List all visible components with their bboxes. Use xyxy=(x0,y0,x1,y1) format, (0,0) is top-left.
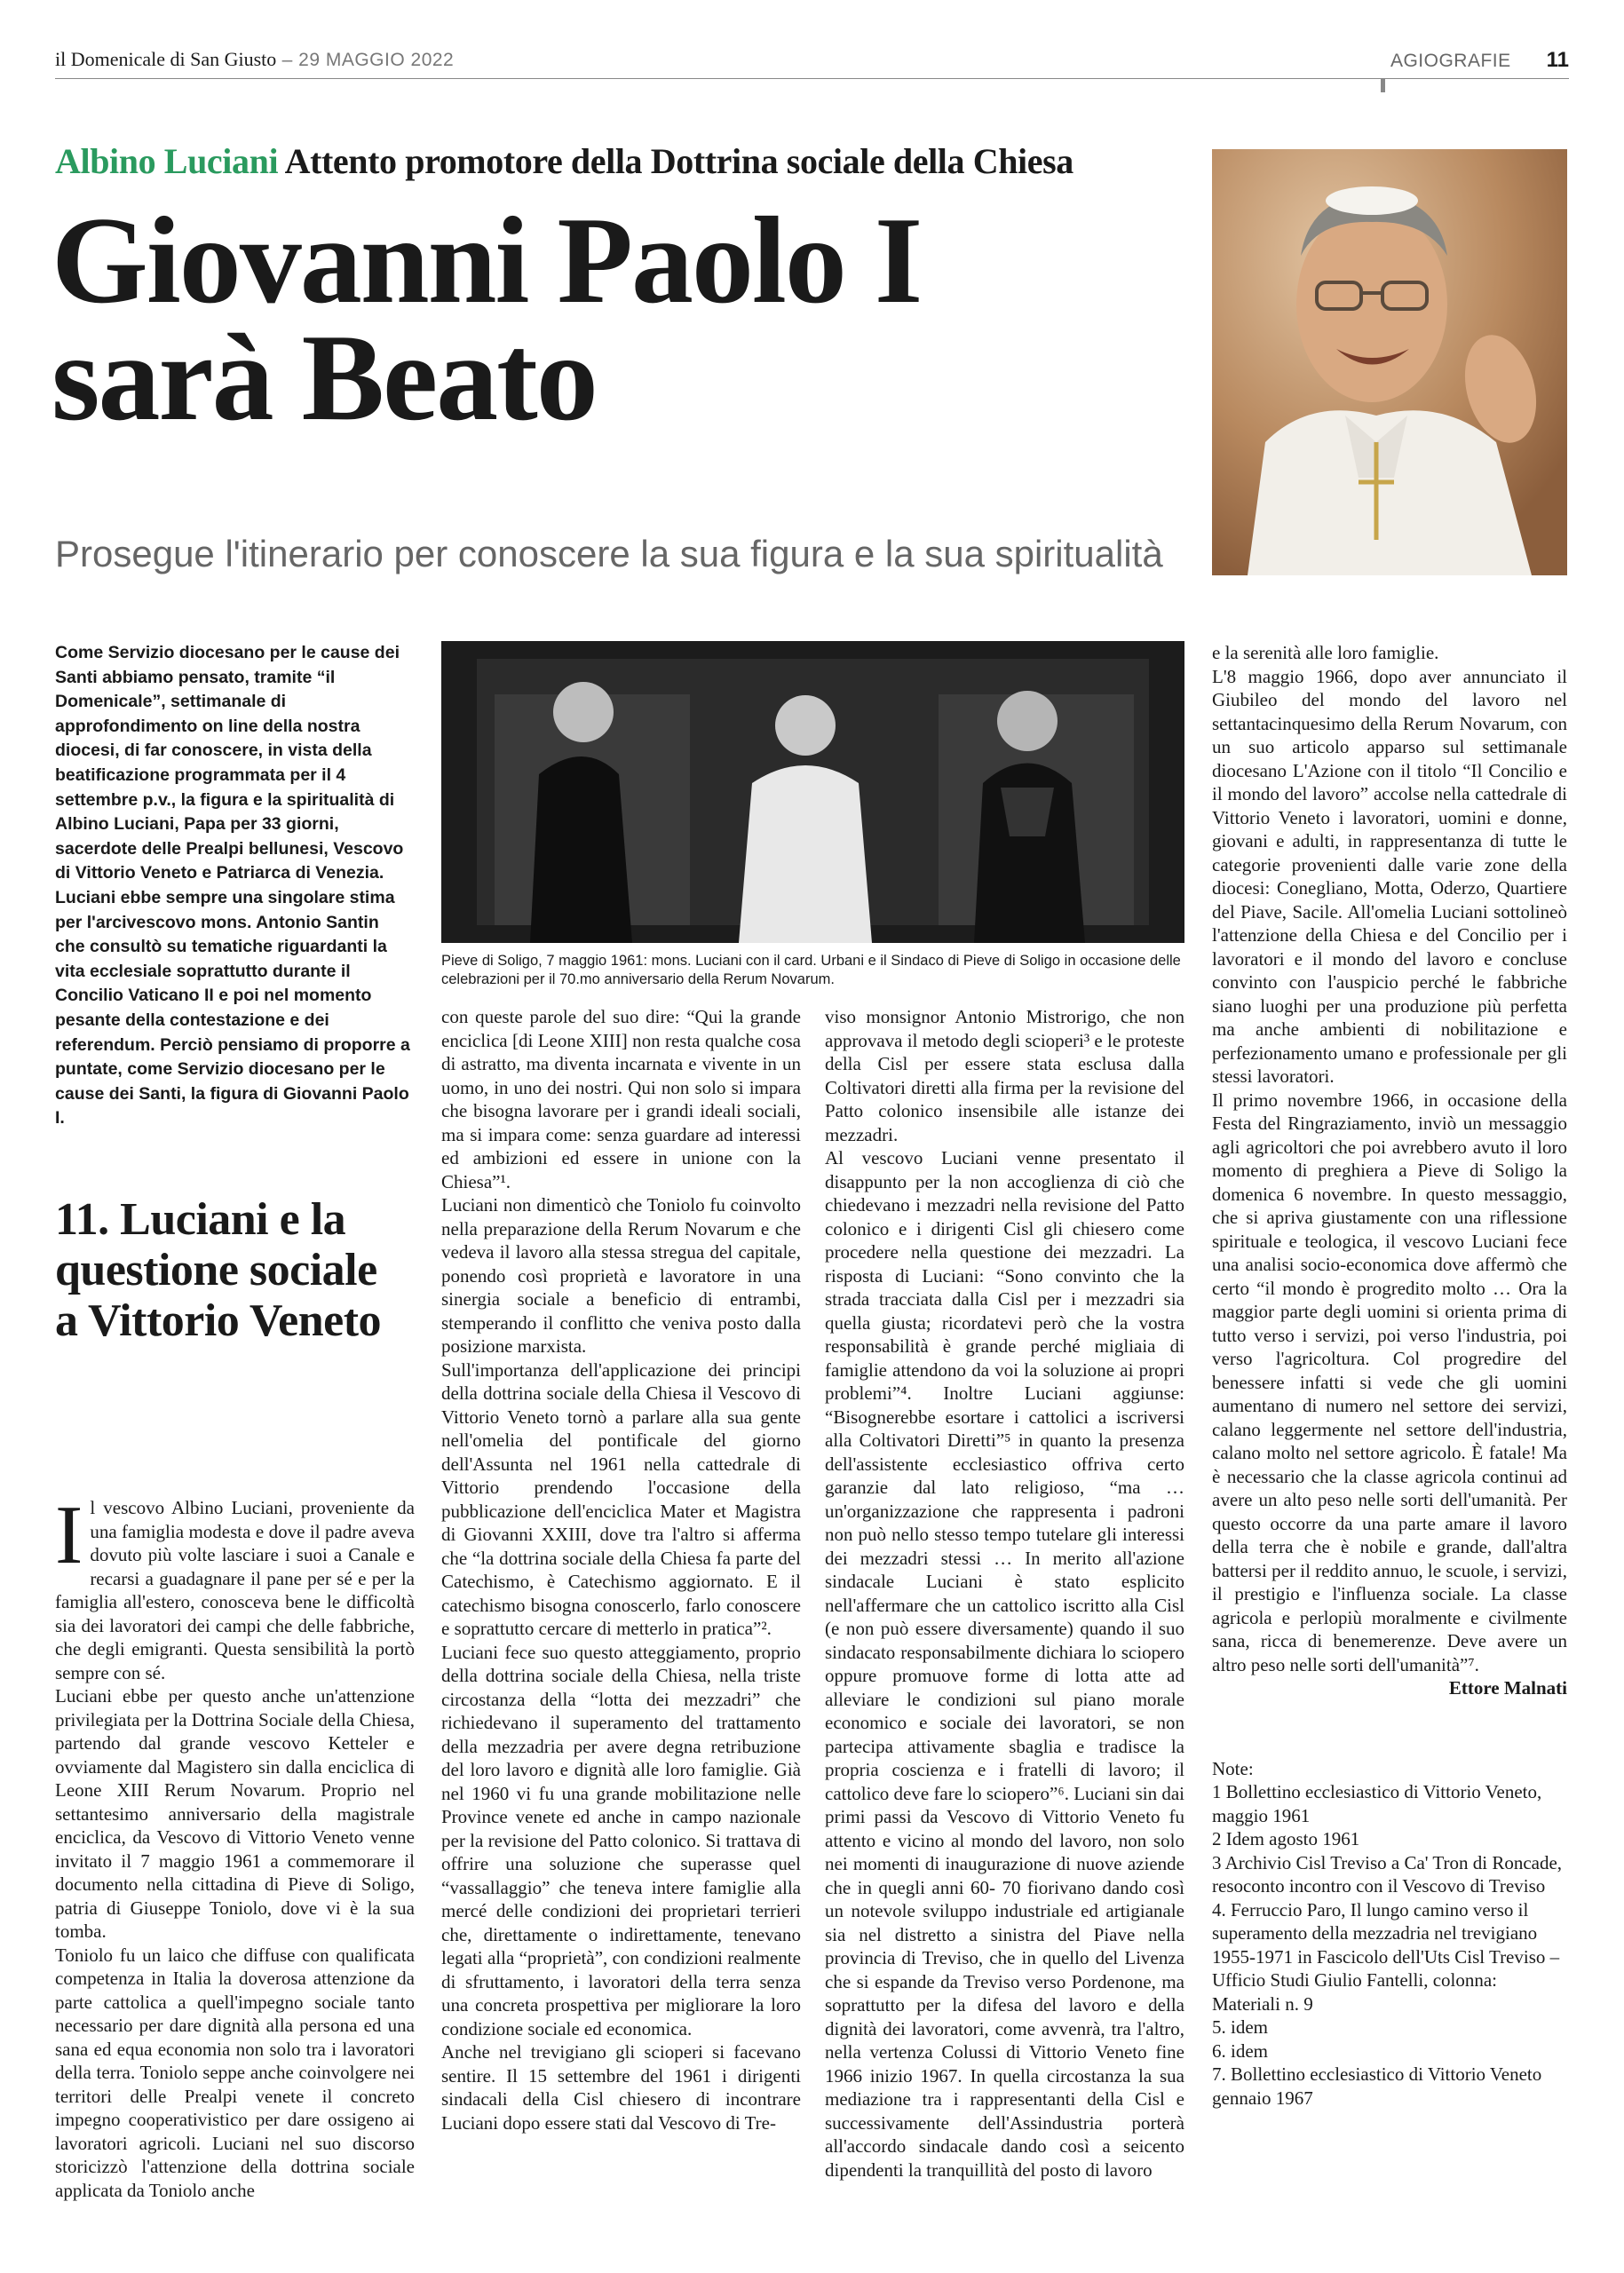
section-label: AGIOGRAFIE xyxy=(1390,51,1511,71)
portrait-photo xyxy=(1212,149,1567,575)
paragraph: Luciani fece suo questo atteggiamento, proprio della dottrina sociale della Chiesa, nella triste circostanza della “lotta dei mezzadri” che richiedevano il superamento del trattamento della mezzadria per avere degna retribuzione del loro lavoro e dignità alle loro famiglie. Già nel 1960 vi fu una grande mobilitazione nelle Province venete ed anche in campo nazionale per la revisione del Patto colonico. Si trattava di offrire una soluzione che superasse quel “vassallaggio” che teneva intere famiglie alla mercé delle condizioni dei proprietari terrieri che, direttamente o indirettamente, tenevano legati alla “proprietà”, con condizioni realmente di sfruttamento, i lavoratori della terra senza una concreta prospettiva per migliorare la loro condizione sociale ed economica. xyxy=(441,1641,801,2039)
footnotes-title: Note: xyxy=(1212,1757,1254,1779)
paragraph xyxy=(55,1489,415,1684)
drop-cap: I xyxy=(55,1489,83,1581)
historic-photo-illustration xyxy=(441,641,1184,943)
header-rule-tick xyxy=(1381,78,1385,92)
header-rule xyxy=(55,78,1569,79)
running-header xyxy=(55,48,1569,71)
portrait-illustration xyxy=(1212,149,1567,575)
paragraph: Luciani non dimenticò che Toniolo fu coinvolto nella preparazione della Rerum Novarum e che vedeva il lavoro alla stessa stregua del capitale, ponendo così proprietà e lavoratore in una sinergia sociale a beneficio di entrambi, stemperando il conflitto che veniva posto dalla posizione marxista. xyxy=(441,1194,801,1357)
footnote: 3 Archivio Cisl Treviso a Ca' Tron di Roncade, resoconto incontro con il Vescovo di Treviso xyxy=(1212,1851,1563,1897)
photo-caption: Pieve di Soligo, 7 maggio 1961: mons. Luciani con il card. Urbani e il Sindaco di Pieve di Soligo in occasione delle celebrazioni per il 70.mo anniversario della Rerum Novarum. xyxy=(441,953,1181,987)
header-left xyxy=(55,48,454,71)
paragraph-text: l vescovo Albino Luciani, proveniente da una famiglia modesta e dove il padre aveva dovuto più volte lasciare i suoi a Canale e recarsi a guadagnare il pane per sé e per la famiglia all'estero, conosceva bene le difficoltà sia dei lavoratori dei campi che delle fabbriche, che degli emigranti. Questa sensibilità la portò sempre con sé. xyxy=(55,1497,415,1683)
paragraph: Sull'importanza dell'applicazione dei principi della dottrina sociale della Chiesa il Vescovo di Vittorio Veneto tornò a parlare alla sua gente nell'omelia del pontificale del giorno dell'Assunta nel 1961 nella cattedrale di Vittorio prendendo l'occasione della pubblicazione dell'enciclica Mater et Magistra di Giovanni XXIII, dove tra l'altro si afferma che “la dottrina sociale della Chiesa fa parte del Catechismo, è Catechismo aggiornato. E il catechismo bisogna conoscerlo, farlo conoscere e soprattutto cercare di metterlo in pratica”². xyxy=(441,1358,801,1639)
footnote: 6. idem xyxy=(1212,2039,1268,2062)
headline xyxy=(51,192,1170,447)
footnote: 4. Ferruccio Paro, Il lungo camino verso il superamento della mezzadria nel trevigiano 1955-1971 in Fascicolo dell'Uts Cisl Treviso – Ufficio Studi Giulio Fantelli, colonna: Materiali n. 9 xyxy=(1212,1898,1560,2015)
paragraph: Toniolo fu un laico che diffuse con qualificata competenza in Italia la doverosa attenzione da parte cattolica a quell'impegno sociale tanto necessario per dare dignità alla persona ed una sana ed equa economia non solo tra i lavoratori della terra. Toniolo seppe anche coinvolgere nei territori delle Prealpi venete il concreto impegno cooperativistico per dare ossigeno ai lavoratori agricoli. Luciani nel suo discorso storicizzò l'attenzione della dottrina sociale applicata da Toniolo anche xyxy=(55,1944,415,2201)
header-right xyxy=(1390,48,1569,73)
kicker xyxy=(55,140,1073,182)
headline-line-2: sarà Beato xyxy=(51,309,597,447)
body-column-3 xyxy=(825,1005,1184,2182)
paragraph: Luciani ebbe per questo anche un'attenzione privilegiata per la Dottrina Sociale della Chiesa, partendo dal grande vescovo Ketteler e ovviamente dal Magistero sin dalla enciclica di Leone XIII Rerum Novarum. Proprio nel settantesimo anniversario della magistrale enciclica, da Vescovo di Vittorio Veneto venne invitato il 7 maggio 1961 a commemorare il documento nella cittadina di Pieve di Soligo, patria di Giuseppe Toniolo, dove vi è la sua tomba. xyxy=(55,1685,415,1942)
body-column-2 xyxy=(441,1005,801,2134)
footnotes xyxy=(1212,1757,1567,2111)
historic-photo xyxy=(441,641,1184,943)
footnote: 5. idem xyxy=(1212,2016,1268,2038)
kicker-name: Albino Luciani xyxy=(55,141,279,181)
intro-text: Come Servizio diocesano per le cause dei Santi abbiamo pensato, tramite “il Domenicale”, settimanale di approfondimento on line della nostra diocesi, di far conoscere, in vista della beatificazione programmata per il 4 settembre p.v., la figura e la spiritualità di Albino Luciani, Papa per 33 giorni, sacerdote delle Prealpi bellunesi, Vescovo di Vittorio Veneto e Patriarca di Venezia. Luciani ebbe sempre una singolare stima per l'arcivescovo mons. Antonio Santin che consultò su tematiche riguardanti la vita ecclesiale soprattutto durante il Concilio Vaticano II e poi nel momento pesante della contestazione e dei referendum. Perciò pensiamo di proporre a puntate, come Servizio diocesano per le cause dei Santi, la figura di Giovanni Paolo I. xyxy=(55,643,410,1129)
footnote: 7. Bollettino ecclesiastico di Vittorio Veneto gennaio 1967 xyxy=(1212,2063,1542,2109)
paragraph: e la serenità alle loro famiglie. xyxy=(1212,642,1439,663)
paragraph: Il primo novembre 1966, in occasione della Festa del Ringraziamento, inviò un messaggio agli agricoltori che poi avrebbero avuto il loro momento di preghiera a Pieve di Soligo la domenica 6 novembre. In questo messaggio, che si apriva giustamente con una riflessione spirituale e teologica, il vescovo Luciani fece una analisi socio-economica dove affermò che certo “il mondo è progredito molto … Ora la maggior parte degli uomini si orienta prima di tutto verso i servizi, poi verso l'industria, poi verso l'agricoltura. Col progredire del benessere infatti si vede che gli uomini aumentano di numero nel settore dei servizi, calano leggermente nel settore dell'industria, calano molto nel settore agricolo. È fatale! Ma è necessario che la classe agricola continui ad avere un alto peso nelle sorti dell'umanità. Per questo occorre da una parte amare il lavoro della terra che è nobile e grande, dall'altra battersi per il reddito annuo, le scuole, i servizi, il prestigio e l'influenza sociale. La classe agricola e perlopiù moralmente e civilmente sana, ricca di benemerenze. Deve avere un altro peso nelle sorti dell'umanità”⁷. xyxy=(1212,1089,1567,1675)
issue-date: – 29 MAGGIO 2022 xyxy=(276,50,455,70)
footnote: 1 Bollettino ecclesiastico di Vittorio Veneto, maggio 1961 xyxy=(1212,1781,1542,1826)
footnote: 2 Idem agosto 1961 xyxy=(1212,1828,1360,1849)
paragraph: viso monsignor Antonio Mistrorigo, che non approvava il metodo degli scioperi³ e le proteste della Cisl per essere stata esclusa dalla Coltivatori diretti alla firma per la revisione del Patto colonico insensibile alle istanze dei mezzadri. xyxy=(825,1006,1184,1145)
paragraph: Anche nel trevigiano gli scioperi si facevano sentire. Il 15 settembre del 1961 i dirigenti sindacali della Cisl chiesero di incontrare Luciani dopo essere stati dal Vescovo di Tre- xyxy=(441,2041,801,2134)
page-number: 11 xyxy=(1546,48,1569,72)
kicker-text: Attento promotore della Dottrina sociale della Chiesa xyxy=(284,141,1073,181)
paragraph: con queste parole del suo dire: “Qui la grande enciclica [di Leone XIII] non resta qualche cosa di astratto, ma diventa incarnata e vivente in un uomo, in uno dei nostri. Qui non solo si impara che bisogna lavorare per i grandi ideali sociali, ma si impara come: senza guardare ad interessi ed ambizioni ed essere in unione con la Chiesa”¹. xyxy=(441,1006,801,1192)
section-title: 11. Luciani e la questione sociale a Vittorio Veneto xyxy=(55,1194,382,1346)
body-column-1 xyxy=(55,1489,415,2202)
newspaper-name: il Domenicale di San Giusto xyxy=(55,48,277,70)
paragraph: L'8 maggio 1966, dopo aver annunciato il Giubileo del mondo del lavoro nel settantacinquesimo della Rerum Novarum, con un suo articolo apparso sul settimanale diocesano L'Azione con il titolo “Il Concilio e il mondo del lavoro” accolse nella cattedrale di Vittorio Veneto i lavoratori, uomini e donne, giovani e adulti, in rappresentanza di tutte le categorie provenienti dalle varie zone della diocesi: Conegliano, Motta, Oderzo, Quartiere del Piave, Sacile. All'omelia Luciani sottolineò l'attenzione della Chiesa e del Concilio per i lavoratori e il mondo del lavoro e concluse convinto con l'auspicio perché le fabbriche siano luoghi per una produzione più perfetta ma anche ambienti di nobilitazione e perfezionamento umano e professionale per gli stessi lavoratori. xyxy=(1212,665,1567,1087)
headline-line-1: Giovanni Paolo I xyxy=(51,192,922,329)
body-column-4 xyxy=(1212,641,1567,2110)
author-signature: Ettore Malnati xyxy=(1448,1677,1567,1699)
subheadline: Prosegue l'itinerario per conoscere la sua figura e la sua spiritualità xyxy=(55,533,1163,574)
paragraph: Al vescovo Luciani venne presentato il disappunto per la non accoglienza di ciò che chiedevano i mezzadri nella revisione del Patto colonico e i dirigenti Cisl gli chiesero come procedere nella questione dei mezzadri. La risposta di Luciani: “Sono convinto che la strada tracciata dalla Cisl per i mezzadri sia quella giusta; ricordatevi però che la vostra responsabilità è grande perché migliaia di famiglie attendono da voi la soluzione ai propri problemi”⁴. Inoltre Luciani aggiunse: “Bisognerebbe esortare i cattolici a iscriversi alla Coltivatori Diretti”⁵ in quanto la presenza dell'assistente ecclesiastico offriva certo garanzie dal lato religioso, “ma … un'organizzazione che rappresenta i padroni non può nello stesso tempo tutelare gli interessi dei mezzadri stessi … In merito all'azione sindacale Luciani è stato esplicito nell'affermare che un cattolico iscritto alla Cisl (e non può essere diversamente) quando il suo sindacato responsabilmente dichiara lo sciopero oppure promuove forme di lotta atte ad alleviare le condizioni sul piano morale economico e sociale dei lavoratori, se non partecipa attivamente sbaglia e tradisce la propria coscienza e i fratelli di lavoro; il cattolico deve fare lo sciopero”⁶. Luciani sin dai primi passi da Vescovo di Vittorio Veneto fu attento e vicino al mondo del lavoro, non solo nei momenti di inaugurazione di nuove aziende che in quegli anni 60- 70 fiorivano dando così un notevole sviluppo industriale ed artigianale sia nel distretto a sinistra del Piave nella provincia di Treviso, che in quello del Livenza che si espande da Treviso verso Pordenone, ma soprattutto per la difesa del lavoro e della dignità dei lavoratori, come avvenrà, tra l'altro, nella vertenza Colussi di Vittorio Veneto fine 1966 inizio 1967. In quella circostanza la sua mediazione tra i rappresentanti della Cisl e successivamente dell'Assindustria porterà all'accordo sindacale dando così a seicento dipendenti la tranquillità del posto di lavoro xyxy=(825,1147,1184,2181)
